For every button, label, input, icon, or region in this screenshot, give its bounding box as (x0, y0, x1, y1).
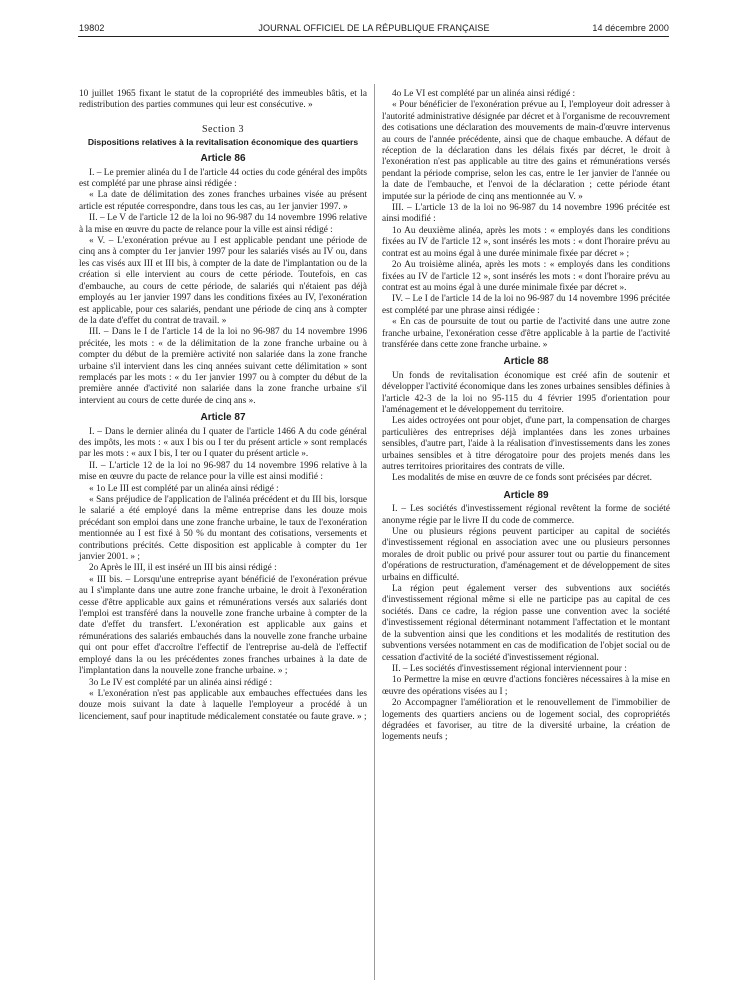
paragraph: Les modalités de mise en œuvre de ce fonds sont précisées par décret. (392, 473, 652, 484)
paragraph: 1o Permettre la mise en œuvre d'actions foncières nécessaires à la mise en œuvre des opérations visées au I ; (382, 675, 670, 697)
article-heading: Article 86 (200, 153, 246, 165)
paragraph: « Sans préjudice de l'application de l'alinéa précédent et du III bis, lorsque le salarié a été employé dans la même entreprise dans les douze mois précédant son emploi dans une zone franche urbaine, le taux de l'exonération mentionnée au I est fixé à 50 % du montant des cotisations, versements et contributions précités. Cette disposition est applicable à compter du 1er janvier 2001. » ; (79, 495, 367, 563)
section-heading: Section 3 (202, 123, 244, 135)
paragraph: 2o Accompagner l'amélioration et le renouvellement de l'immobilier de logements des quartiers anciens ou de logement social, des copropriétés dégradées et favoriser, au titre de la diversité urbaine, la création de logements neufs ; (382, 698, 670, 743)
article-heading: Article 88 (503, 356, 549, 368)
column-divider (374, 84, 375, 980)
paragraph: « V. – L'exonération prévue au I est applicable pendant une période de cinq ans à compter du 1er janvier 1997 pour les salariés visés au IV ou, dans les cas visés aux III et III bis, à compter de la date de l'implantation ou de la création si elle intervient au cours de cette période. Toutefois, en cas d'embauche, au cours de cette période, de salariés qui n'étaient pas déjà employés au 1er janvier 1997 dans les conditions fixées au IV, l'exonération est applicable, pour ces salariés, pendant une période de cinq ans à compter de la date d'effet du contrat de travail. » (79, 236, 367, 326)
left-column (79, 89, 367, 723)
section-title: Dispositions relatives à la revitalisation économique des quartiers (87, 137, 359, 148)
paragraph: 10 juillet 1965 fixant le statut de la copropriété des immeubles bâtis, et la redistribution des parties communes qui leur est consécutive. » (79, 89, 367, 111)
article-heading: Article 89 (503, 489, 549, 501)
header-rule (78, 36, 669, 37)
page-number: 19802 (79, 23, 105, 33)
paragraph: III. – L'article 13 de la loi no 96-987 du 14 novembre 1996 précitée est ainsi modifié : (382, 203, 670, 225)
paragraph: 1o Au deuxième alinéa, après les mots : « employés dans les conditions fixées au IV de l'article 12 », sont insérés les mots : « dont l'horaire prévu au contrat est au moins égal à une durée minimale fixée par décret » ; (382, 225, 670, 259)
paragraph: II. – Le V de l'article 12 de la loi no 96-987 du 14 novembre 1996 relative à la mise en œuvre du pacte de relance pour la ville est ainsi rédigé : (79, 213, 367, 235)
paragraph: 2o Après le III, il est inséré un III bis ainsi rédigé : (89, 563, 277, 574)
paragraph: « En cas de poursuite de tout ou partie de l'activité dans une autre zone franche urbaine, l'exonération cesse d'être applicable à la partie de l'activité transférée dans cette zone franche urbaine. » (382, 317, 670, 350)
paragraph: I. – Le premier alinéa du I de l'article 44 octies du code général des impôts est complété par une phrase ainsi rédigée : (79, 167, 367, 190)
page-header (0, 0, 748, 40)
paragraph: IV. – Le I de l'article 14 de la loi no 96-987 du 14 novembre 1996 précitée est complété par une phrase ainsi rédigée : (382, 294, 670, 316)
paragraph: I. – Les sociétés d'investissement régional revêtent la forme de société anonyme régie par le livre II du code de commerce. (382, 504, 670, 526)
paragraph: Les aides octroyées ont pour objet, d'une part, la compensation de charges particulières des entreprises déjà implantées dans les zones urbaines sensibles, d'autre part, l'aide à la réalisation d'investissements dans les zones urbaines sensibles et à titre dérogatoire pour des projets menés dans les autres territoires prioritaires des contrats de ville. (382, 416, 670, 472)
paragraph: III. – Dans le I de l'article 14 de la loi no 96-987 du 14 novembre 1996 précitée, les mots : « de la délimitation de la zone franche urbaine ou à compter du début de la première activité non salariée dans la zone franche urbaine s'il intervient dans les cinq années suivant cette délimitation » sont remplacés par les mots : « du 1er janvier 1997 ou à compter du début de la première année d'activité non salariée dans la zone franche urbaine s'il intervient au cours de cette durée de cinq ans ». (79, 327, 367, 406)
paragraph: 4o Le VI est complété par un alinéa ainsi rédigé : (392, 89, 576, 99)
paragraph: La région peut également verser des subventions aux sociétés d'investissement régional même si elle ne participe pas au capital de ces sociétés. Dans ce cadre, la région passe une convention avec la société d'investissement régional déterminant notamment l'affectation et le montant de la subvention ainsi que les conditions et les modalités de restitution des subventions versées notamment en cas de modification de l'objet social ou de cessation d'activité de la société d'investissement régional. (382, 584, 670, 663)
paragraph: Un fonds de revitalisation économique est créé afin de soutenir et développer l'activité économique dans les zones urbaines sensibles définies à l'article 42-3 de la loi no 95-115 du 4 février 1995 d'orientation pour l'aménagement et le développement du territoire. (382, 370, 670, 415)
paragraph: 3o Le IV est complété par un alinéa ainsi rédigé : (89, 677, 273, 688)
paragraph: « III bis. – Lorsqu'une entreprise ayant bénéficié de l'exonération prévue au I s'implante dans une autre zone franche urbaine, le droit à l'exonération cesse d'être applicable aux gains et rémunérations versés aux salariés dont l'emploi est transféré dans la nouvelle zone franche urbaine à compter de la date d'effet du transfert. L'exonération est applicable aux gains et rémunérations des salariés embauchés dans la nouvelle zone franche urbaine qui ont pour effet d'accroître l'effectif de l'entreprise au-delà de l'effectif employé dans la ou les précédentes zones franches urbaines à la date de l'implantation dans la nouvelle zone franche urbaine. » ; (79, 574, 367, 677)
paragraph: 2o Au troisième alinéa, après les mots : « employés dans les conditions fixées au IV de l'article 12 », sont insérés les mots : « dont l'horaire prévu au contrat est au moins égal à une durée minimale fixée par décret ». (382, 260, 670, 293)
publication-date: 14 décembre 2000 (592, 23, 669, 33)
paragraph: Une ou plusieurs régions peuvent participer au capital de sociétés d'investissement régional en association avec une ou plusieurs personnes morales de droit public ou privé pour assurer tout ou partie du financement d'opérations de restructuration, d'aménagement et de développement de sites urbains en difficulté. (382, 527, 670, 583)
journal-title: JOURNAL OFFICIEL DE LA RÉPUBLIQUE FRANÇAISE (258, 23, 490, 33)
article-heading: Article 87 (200, 412, 246, 424)
paragraph: « Pour bénéficier de l'exonération prévue au I, l'employeur doit adresser à l'autorité administrative désignée par décret et à l'organisme de recouvrement des cotisations une déclaration des mouvements de main-d'œuvre intervenus au cours de l'année précédente, ainsi que de chaque embauche. A défaut de réception de la déclaration dans les délais fixés par décret, le droit à l'exonération n'est pas applicable au titre des gains et rémunérations versés pendant la période comprise, selon les cas, entre le 1er janvier de l'année ou la date de l'embauche, et l'envoi de la déclaration ; cette période étant imputée sur la période de cinq ans mentionnée au V. » (382, 100, 670, 202)
paragraph: II. – L'article 12 de la loi no 96-987 du 14 novembre 1996 relative à la mise en œuvre du pacte de relance pour la ville est ainsi modifié : (79, 460, 367, 483)
paragraph: II. – Les sociétés d'investissement régional interviennent pour : (392, 663, 627, 674)
paragraph: « L'exonération n'est pas applicable aux embauches effectuées dans les douze mois suivant la date à laquelle l'employeur a procédé à un licenciement, sauf pour inaptitude médicalement constatée ou faute grave. » ; (79, 688, 367, 722)
paragraph: « La date de délimitation des zones franches urbaines visée au présent article est réputée correspondre, dans tous les cas, au 1er janvier 1997. » (79, 190, 367, 212)
paragraph: « 1o Le III est complété par un alinéa ainsi rédigé : (89, 483, 279, 494)
paragraph: I. – Dans le dernier alinéa du I quater de l'article 1466 A du code général des impôts, les mots : « aux I bis ou I ter du présent article » sont remplacés par les mots : « aux I bis, I ter ou I quater du présent article ». (79, 426, 367, 460)
right-column (382, 89, 670, 744)
